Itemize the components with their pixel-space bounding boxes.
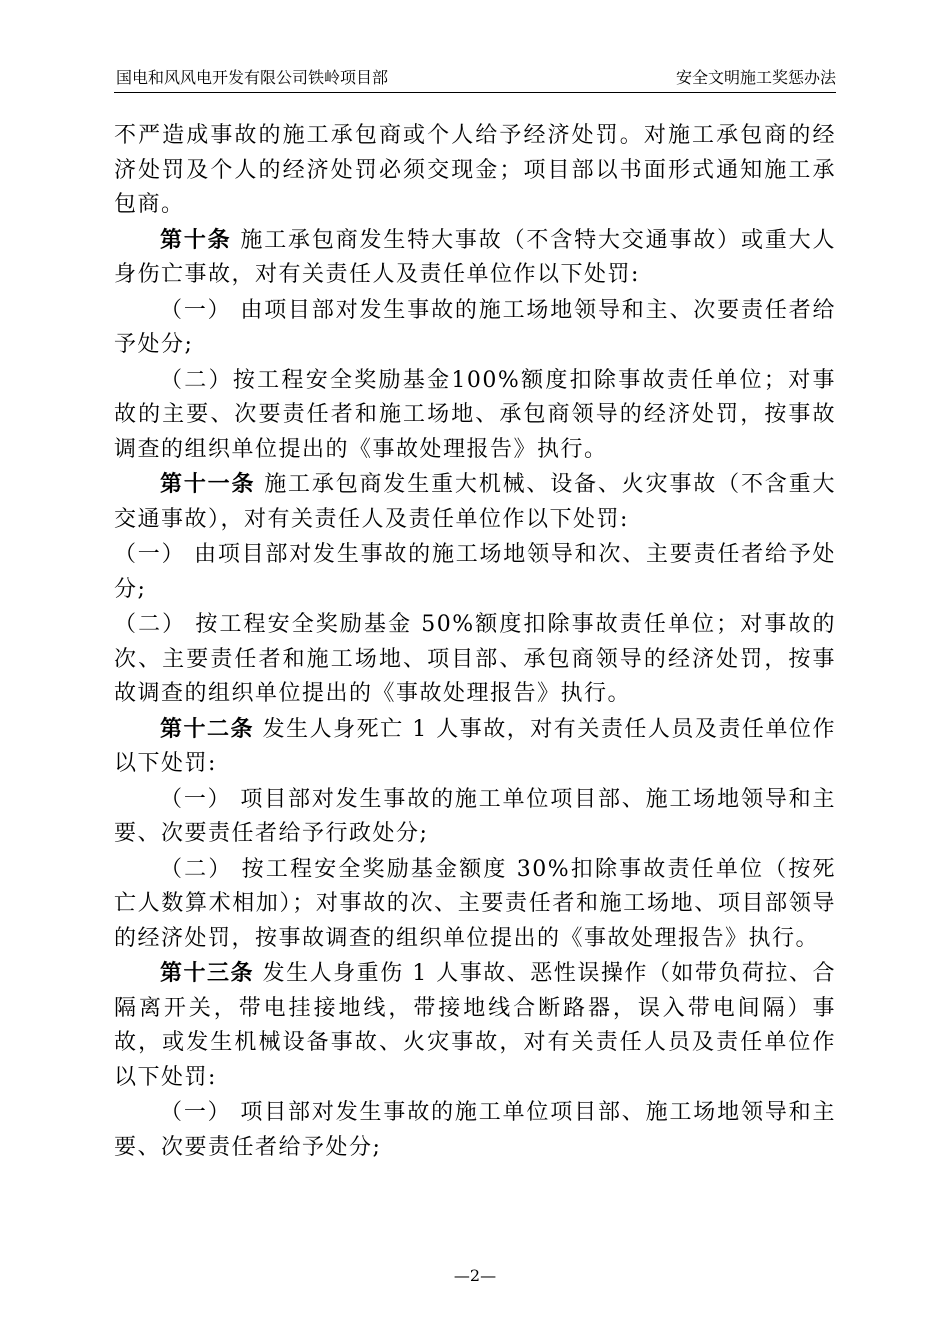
paragraph-text: 施工承包商发生特大事故（不含特大交通事故）或重大人身伤亡事故，对有关责任人及责任单位作以下处罚: (114, 227, 836, 287)
paragraph (114, 607, 836, 712)
paragraph (114, 782, 836, 852)
paragraph-text: （一） 由项目部对发生事故的施工场地领导和次、主要责任者给予处分; (114, 542, 836, 602)
paragraph (114, 467, 836, 537)
paragraph (114, 852, 836, 957)
paragraph-text: （一） 项目部对发生事故的施工单位项目部、施工场地领导和主要、次要责任者给予处分; (114, 1100, 836, 1160)
paragraph-text: 发生人身重伤 1 人事故、恶性误操作（如带负荷拉、合隔离开关，带电挂接地线，带接地线合断路器，误入带电间隔）事故，或发生机械设备事故、火灾事故，对有关责任人员及责任单位作以下处罚: (114, 961, 836, 1090)
paragraph (114, 1095, 836, 1165)
header-document-title: 安全文明施工奖惩办法 (675, 68, 836, 87)
document-body (114, 118, 836, 1165)
article-heading: 第十三条 (160, 960, 255, 986)
paragraph (114, 537, 836, 607)
paragraph (114, 118, 836, 223)
paragraph-text: （一） 项目部对发生事故的施工单位项目部、施工场地领导和主要、次要责任者给予行政处分; (114, 786, 836, 846)
paragraph-text: （二） 按工程安全奖励基金额度 30%扣除事故责任单位（按死亡人数算术相加）；对事故的次、主要责任者和施工场地、项目部领导的经济处罚，按事故调查的组织单位提出的《事故处理报告》执行。 (114, 856, 836, 951)
paragraph-text: （二） 按工程安全奖励基金 50%额度扣除事故责任单位；对事故的次、主要责任者和施工场地、项目部、承包商领导的经济处罚，按事故调查的组织单位提出的《事故处理报告》执行。 (114, 612, 836, 706)
paragraph-text: （二）按工程安全奖励基金100%额度扣除事故责任单位；对事故的主要、次要责任者和施工场地、承包商领导的经济处罚，按事故调查的组织单位提出的《事故处理报告》执行。 (114, 367, 836, 462)
paragraph (114, 363, 836, 468)
paragraph (114, 712, 836, 782)
article-heading: 第十二条 (160, 715, 255, 742)
paragraph-text: 不严造成事故的施工承包商或个人给予经济处罚。对施工承包商的经济处罚及个人的经济处罚必须交现金；项目部以书面形式通知施工承包商。 (114, 123, 836, 217)
paragraph (114, 223, 836, 293)
header-divider (114, 92, 836, 93)
paragraph-text: 施工承包商发生重大机械、设备、火灾事故（不含重大交通事故），对有关责任人及责任单位作以下处罚: (114, 472, 836, 532)
page-header (116, 66, 836, 90)
paragraph-text: 发生人身死亡 1 人事故，对有关责任人员及责任单位作以下处罚: (114, 716, 836, 776)
header-organization: 国电和风风电开发有限公司铁岭项目部 (116, 68, 389, 87)
paragraph-text: （一） 由项目部对发生事故的施工场地领导和主、次要责任者给予处分; (114, 297, 836, 357)
article-heading: 第十条 (160, 226, 232, 253)
article-heading: 第十一条 (160, 471, 256, 497)
page-number: —2— (453, 1266, 497, 1285)
paragraph (114, 956, 836, 1095)
paragraph (114, 293, 836, 363)
